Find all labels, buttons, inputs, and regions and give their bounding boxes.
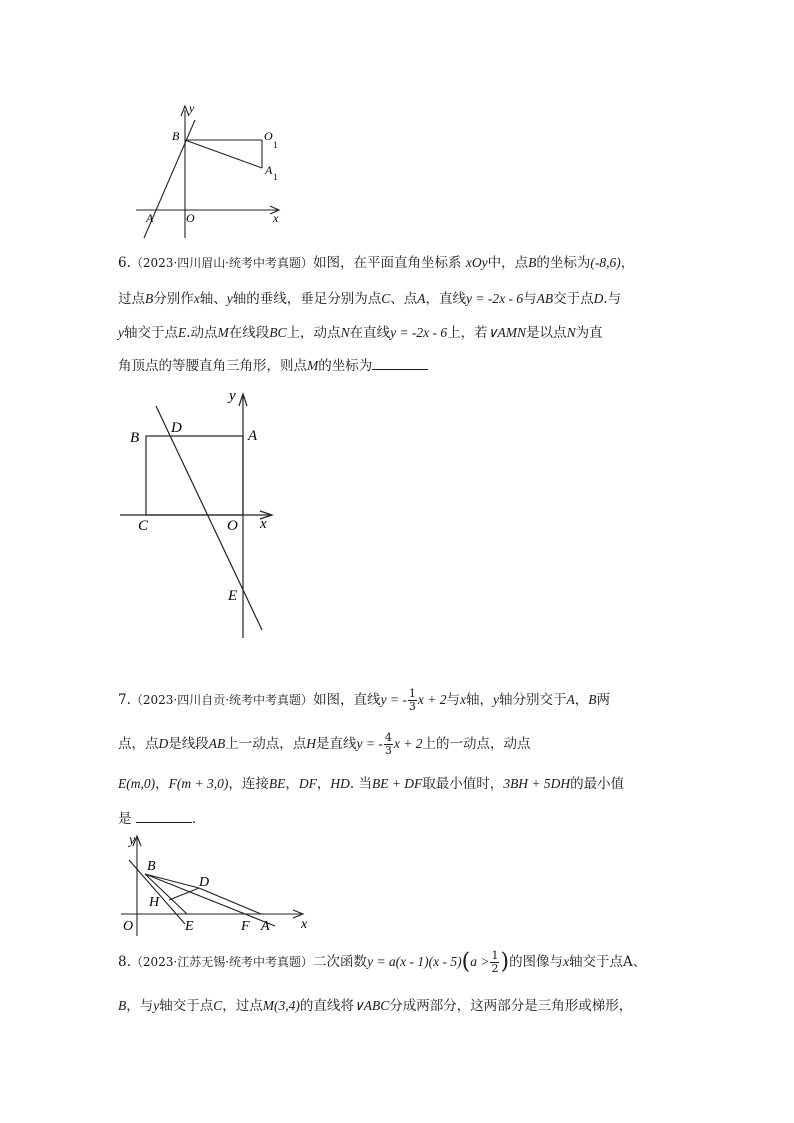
q6-l3-f: 在线段	[228, 325, 270, 341]
q8-l2-b: 轴交于点	[159, 998, 214, 1014]
q7-l3-f: 取最小值时，	[422, 776, 504, 792]
fig7-label-F: F	[241, 919, 250, 934]
fig7-label-B: B	[147, 859, 156, 874]
q7-l3-b: ，连接	[228, 776, 269, 792]
q6-l2-p: .与	[603, 291, 622, 307]
q6-l3-tri: ∨AMN	[487, 325, 527, 340]
q6-l3-d: .动点	[186, 325, 218, 341]
q7-l2-e: 上的一动点，动点	[422, 736, 531, 752]
q6-l2-o: D	[593, 291, 604, 306]
q7-eq2-frac	[384, 732, 393, 757]
q7-l2-d: 是直线	[316, 736, 357, 752]
q8-source: （2023·江苏无锡·统考中考真题）	[130, 955, 314, 969]
q8-l2-d: 的直线将	[299, 998, 354, 1014]
q6-source: （2023·四川眉山·统考中考真题）	[130, 256, 314, 270]
q7-l2-H: H	[306, 736, 316, 751]
q6-l3-i: N	[340, 325, 350, 340]
q6-answer-blank	[372, 369, 428, 370]
fig5-label-B: B	[172, 129, 180, 143]
q7-l2-b: 是线段	[168, 736, 209, 752]
q8-x: x	[563, 954, 570, 969]
q7-eq2-lhs: y = -	[356, 736, 383, 751]
fig6-label-B: B	[130, 430, 140, 446]
fig5-label-y: y	[189, 101, 195, 115]
q7-l4-a: 是	[118, 811, 132, 827]
q6-l3-k: 上，若	[447, 325, 488, 341]
q8-line-2	[118, 996, 632, 1016]
q7-l2-c: 上一动点，点	[225, 736, 307, 752]
q7-eq1-lhs: y = -	[380, 692, 407, 707]
fig6-label-x: x	[260, 516, 267, 532]
q7-text5: ，	[574, 692, 589, 708]
q6-l3-g: BC	[269, 325, 287, 340]
q8-text3: 轴交于点A、	[569, 954, 647, 970]
figure-q6	[110, 384, 285, 640]
q7-l3-a: ，	[155, 776, 169, 792]
q7-l4-b: .	[191, 811, 197, 827]
q7-l3-g: 的最小值	[570, 776, 625, 792]
q7-l3-sum: BE + DF	[371, 776, 423, 791]
q8-cond-num: 1	[491, 949, 499, 962]
q7-line-1	[118, 688, 610, 713]
q7-l3-HD: HD	[330, 776, 350, 791]
q6-line-2	[118, 289, 621, 309]
fig7-label-O: O	[123, 919, 134, 934]
q7-eq1-num: 1	[408, 687, 416, 700]
fig7-label-A: A	[261, 919, 270, 934]
q7-eq2-num: 4	[384, 731, 392, 744]
q6-system: xOy	[465, 255, 488, 270]
q6-l3-a: y	[118, 325, 124, 340]
q6-text3: 的坐标为	[536, 255, 591, 271]
fig6-label-O: O	[227, 518, 238, 534]
q7-l2-D: D	[158, 736, 169, 751]
q7-source: （2023·四川自贡·统考中考真题）	[130, 693, 314, 707]
q7-eq2-rhs: x + 2	[393, 736, 423, 751]
q8-l2-e: 分成两部分，这两部分是三角形或梯形，	[389, 998, 633, 1014]
q6-l3-c: E	[178, 325, 187, 340]
fig6-label-D: D	[171, 420, 182, 436]
q8-text1: 二次函数	[313, 954, 368, 970]
q7-l3-expr: 3BH + 5DH	[503, 776, 571, 791]
q6-l2-b: B	[145, 291, 154, 306]
q6-l3-e: M	[217, 325, 229, 340]
q7-ptB: B	[588, 692, 597, 707]
q6-l2-n: 交于点	[553, 291, 594, 307]
q8-number: 8.	[118, 954, 131, 970]
q7-l3-E: E(m,0)	[118, 776, 156, 791]
q8-l2-c: ，过点	[222, 998, 263, 1014]
q6-l3-eq: y = -2x - 6	[390, 325, 448, 340]
q7-eq2-den: 3	[384, 744, 392, 757]
q8-paren-open: (	[461, 949, 471, 975]
q6-l4-a: 角顶点的等腰直角三角形，则点	[118, 358, 307, 374]
fig5-label-O1: O	[264, 129, 273, 143]
fig7-label-E: E	[185, 919, 194, 934]
q7-l3-c: ，	[285, 776, 299, 792]
q7-l3-e: . 当	[349, 776, 372, 792]
fig5-label-A: A	[146, 211, 154, 225]
q8-paren-close: )	[500, 949, 510, 975]
q6-line-4	[118, 356, 428, 376]
q6-l2-m: AB	[536, 291, 554, 306]
q8-l2-C: C	[213, 998, 223, 1013]
segment-DF	[199, 888, 261, 914]
fig5-label-O: O	[186, 211, 195, 225]
q7-x: x	[460, 692, 467, 707]
q7-ptA: A	[566, 692, 575, 707]
q6-text1: 如图，在平面直角坐标系	[313, 255, 462, 271]
segment-BA1	[185, 140, 262, 168]
q6-l3-m: N	[566, 325, 576, 340]
q7-l2-AB: AB	[208, 736, 226, 751]
q6-number: 6.	[118, 255, 131, 271]
q6-l4-c: 的坐标为	[318, 358, 373, 374]
q8-l2-y: y	[153, 998, 160, 1013]
q7-answer-blank	[136, 822, 192, 823]
q6-l2-j: A	[417, 291, 426, 306]
q6-l2-a: 过点	[118, 291, 145, 307]
fig7-label-y: y	[129, 833, 136, 848]
q7-l3-F: F(m + 3,0)	[168, 776, 229, 791]
q6-l4-b: M	[307, 358, 319, 373]
q6-coordB: (-8,6)	[590, 255, 621, 270]
q8-l2-a: ，与	[126, 998, 154, 1014]
q7-y: y	[493, 692, 500, 707]
q7-line-2	[118, 732, 530, 757]
q6-l2-e: 轴、	[199, 291, 227, 307]
figure-q7	[115, 830, 315, 938]
q8-text2: 的图像与	[509, 954, 564, 970]
q8-eq: y = a(x - 1)(x - 5)	[367, 954, 462, 969]
fig6-label-A: A	[248, 428, 258, 444]
fig7-label-H: H	[149, 895, 160, 910]
q6-pointB: B	[528, 255, 537, 270]
q6-l3-j: 在直线	[349, 325, 391, 341]
q6-line-1	[118, 253, 634, 273]
q7-text2: 与	[446, 692, 461, 708]
q6-l2-l: 与	[523, 291, 537, 307]
q7-text4: 轴分别交于	[499, 692, 567, 708]
fig6-label-E: E	[228, 588, 238, 604]
q7-eq1-frac	[408, 688, 417, 713]
q7-number: 7.	[118, 692, 131, 708]
fig6-label-C: C	[138, 518, 149, 534]
q6-l2-h: C	[381, 291, 391, 306]
q6-text2: 中，点	[487, 255, 529, 271]
q7-l3-DF: DF	[298, 776, 317, 791]
q6-l3-l: 是以点	[526, 325, 567, 341]
q6-l2-d: x	[193, 291, 200, 306]
q7-eq1-rhs: x + 2	[417, 692, 447, 707]
q8-cond-frac	[490, 950, 499, 975]
q8-l2-M: M(3,4)	[262, 998, 300, 1013]
q6-l3-b: 轴交于点	[124, 325, 178, 341]
q6-l2-i: 、点	[390, 291, 418, 307]
q8-cond-lhs: a >	[470, 954, 490, 969]
fig5-label-x: x	[273, 211, 279, 225]
q8-l2-B: B	[118, 998, 127, 1013]
q6-l2-c: 分别作	[153, 291, 194, 307]
fig6-label-y: y	[229, 388, 236, 404]
rectangle-BCOA	[146, 436, 243, 515]
q6-text4: ，	[620, 255, 635, 271]
fig7-label-x: x	[301, 917, 308, 932]
q7-l3-d: ，	[316, 776, 331, 792]
q7-text3: 轴，	[466, 692, 494, 708]
q7-text6: 两	[596, 692, 611, 708]
line-DE	[156, 406, 262, 630]
q7-line-3	[118, 774, 624, 794]
fig7-label-D: D	[199, 875, 210, 890]
figure-q5	[130, 98, 290, 240]
q8-line-1	[118, 950, 646, 975]
q7-eq1-den: 3	[408, 700, 416, 713]
q6-l3-h: 上，动点	[286, 325, 341, 341]
q6-line-3	[118, 323, 603, 343]
q8-cond-den: 2	[491, 962, 499, 975]
fig5-sub-O1: 1	[273, 140, 278, 150]
q6-l2-g: 轴的垂线，垂足分别为点	[232, 291, 382, 307]
q7-l2-a: 点，点	[118, 736, 159, 752]
fig5-sub-A1: 1	[273, 172, 278, 182]
q7-text1: 如图，直线	[313, 692, 381, 708]
q6-l2-f: y	[226, 291, 233, 306]
q6-l2-eq: y = -2x - 6	[466, 291, 524, 306]
q7-l3-BE: BE	[268, 776, 286, 791]
fig5-label-A1: A	[265, 163, 273, 177]
q6-l2-k: ，直线	[425, 291, 467, 307]
q8-l2-tri: ∨ABC	[353, 998, 390, 1013]
q7-line-4	[118, 809, 196, 829]
q6-l3-n: 为直	[575, 325, 603, 341]
